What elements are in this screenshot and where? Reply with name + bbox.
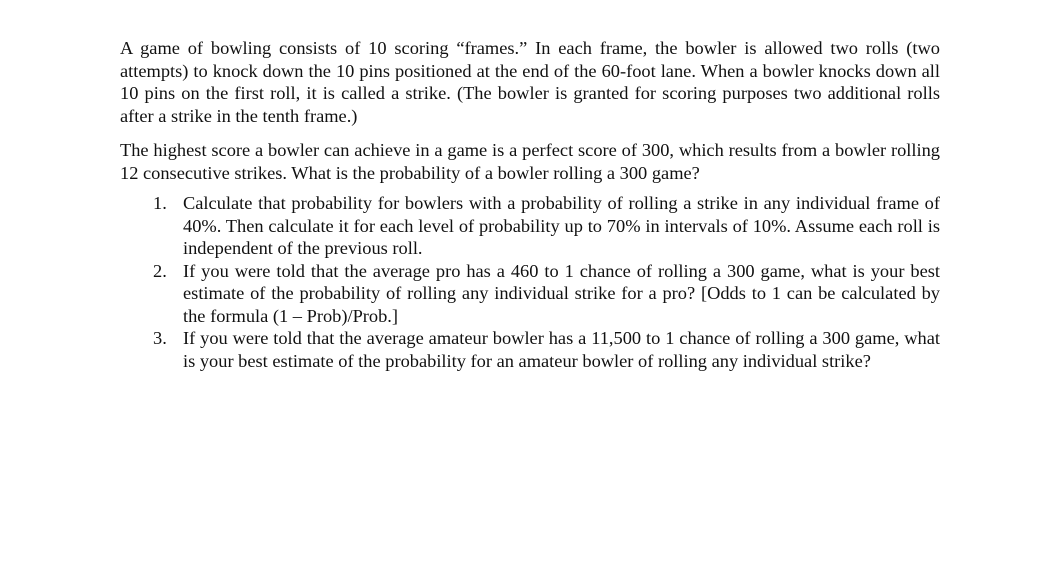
question-item-1 (120, 192, 940, 260)
question-item-2 (120, 260, 940, 328)
question-number: 2. (153, 260, 167, 281)
document-page (120, 37, 940, 372)
intro-paragraph: A game of bowling consists of 10 scoring “frames.” In each frame, the bowler is allowed two rolls (two attempts) to knock down the 10 pins positioned at the end of the 60-foot lane. When a bowler knocks down all 10 pins on the first roll, it is called a strike. (The bowler is granted for scoring purposes two additional rolls after a strike in the tenth frame.) (120, 38, 940, 126)
question-text: If you were told that the average pro has a 460 to 1 chance of rolling a 300 game, what is your best estimate of the probability of rolling any individual strike for a pro? [Odds to 1 can be calculated by the formula (1 – Prob)/Prob.] (183, 260, 940, 326)
question-text: If you were told that the average amateur bowler has a 11,500 to 1 chance of rolling a 300 game, what is your best estimate of the probability for an amateur bowler of rolling any individual strike? (183, 328, 940, 371)
question-number: 1. (153, 193, 167, 213)
question-list (120, 192, 940, 372)
question-item-3 (120, 327, 940, 372)
question-text: Calculate that probability for bowlers with a probability of rolling a strike in any individual frame of 40%. Then calculate it for each level of probability up to 70% in intervals of 10%. Assume each roll is independent of the previous roll. (183, 193, 940, 258)
question-paragraph: The highest score a bowler can achieve in a game is a perfect score of 300, which results from a bowler rolling 12 consecutive strikes. What is the probability of a bowler rolling a 300 game? (120, 140, 940, 183)
question-number: 3. (153, 328, 167, 348)
